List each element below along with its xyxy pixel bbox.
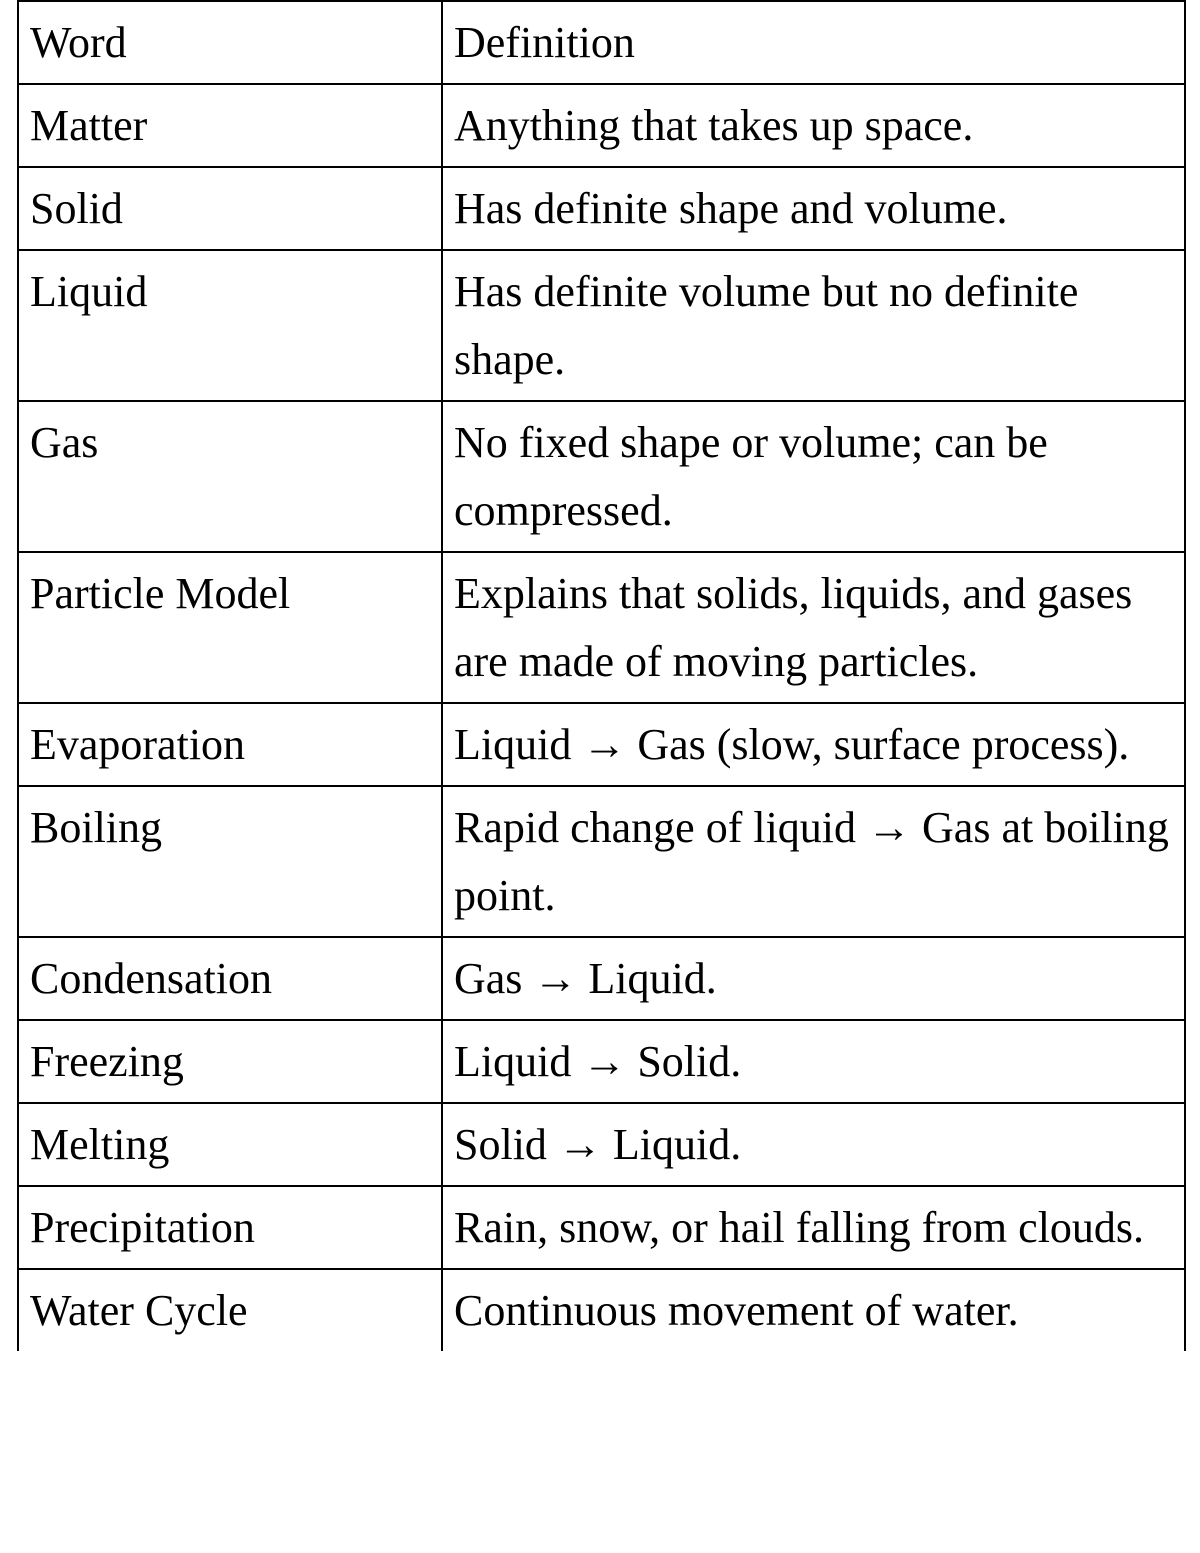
table-row <box>18 552 1185 703</box>
definition-cell: Rapid change of liquid → Gas at boiling point. <box>442 786 1185 937</box>
table-row <box>18 1186 1185 1269</box>
definition-cell: Continuous movement of water. <box>442 1269 1185 1351</box>
definition-cell: Liquid → Solid. <box>442 1020 1185 1103</box>
table-row <box>18 1020 1185 1103</box>
header-definition: Definition <box>442 1 1185 84</box>
definition-cell: Has definite volume but no definite shape. <box>442 250 1185 401</box>
table-row <box>18 84 1185 167</box>
definition-cell: Rain, snow, or hail falling from clouds. <box>442 1186 1185 1269</box>
definition-cell: Has definite shape and volume. <box>442 167 1185 250</box>
table-row <box>18 1103 1185 1186</box>
table-row <box>18 167 1185 250</box>
header-word: Word <box>18 1 442 84</box>
word-cell: Freezing <box>18 1020 442 1103</box>
word-cell: Melting <box>18 1103 442 1186</box>
header-row <box>18 1 1185 84</box>
word-cell: Particle Model <box>18 552 442 703</box>
word-cell: Precipitation <box>18 1186 442 1269</box>
definition-cell: Liquid → Gas (slow, surface process). <box>442 703 1185 786</box>
word-cell: Condensation <box>18 937 442 1020</box>
table-row <box>18 703 1185 786</box>
definition-cell: Anything that takes up space. <box>442 84 1185 167</box>
definition-cell: Explains that solids, liquids, and gases are made of moving particles. <box>442 552 1185 703</box>
word-cell: Evaporation <box>18 703 442 786</box>
table-header <box>18 1 1185 84</box>
word-cell: Solid <box>18 167 442 250</box>
table-row <box>18 1269 1185 1351</box>
definition-cell: Solid → Liquid. <box>442 1103 1185 1186</box>
word-cell: Liquid <box>18 250 442 401</box>
definition-cell: No fixed shape or volume; can be compressed. <box>442 401 1185 552</box>
table-row <box>18 250 1185 401</box>
word-cell: Matter <box>18 84 442 167</box>
table-row <box>18 786 1185 937</box>
table-row <box>18 401 1185 552</box>
table-body <box>18 84 1185 1351</box>
table-row <box>18 937 1185 1020</box>
definition-cell: Gas → Liquid. <box>442 937 1185 1020</box>
word-cell: Boiling <box>18 786 442 937</box>
word-cell: Gas <box>18 401 442 552</box>
glossary-table <box>17 0 1186 1351</box>
word-cell: Water Cycle <box>18 1269 442 1351</box>
